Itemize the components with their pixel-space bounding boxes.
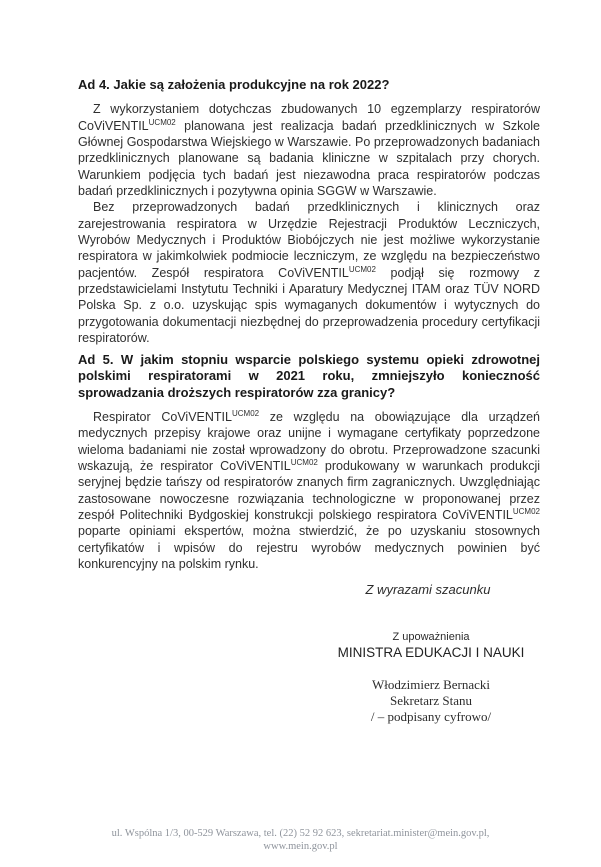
superscript-model-code: UCM02 — [512, 506, 540, 516]
signatory-title: Sekretarz Stanu — [390, 693, 472, 708]
letterhead-footer — [0, 827, 601, 853]
signature-authority: MINISTRA EDUKACJI I NAUKI — [337, 645, 525, 660]
footer-website-line: www.mein.gov.pl — [263, 841, 338, 852]
section-ad5-paragraphs — [78, 409, 540, 572]
signatory-details — [300, 677, 562, 725]
section-ad5 — [78, 352, 540, 572]
signature-block — [300, 630, 562, 725]
section-ad4-heading: Ad 4. Jakie są założenia produkcyjne na rok 2022? — [78, 77, 390, 92]
signature-authorization: Z upoważnienia — [392, 631, 470, 643]
superscript-model-code: UCM02 — [148, 117, 176, 127]
paragraph: Bez przeprowadzonych badań przedklinicznych i klinicznych oraz zarejestrowania respiratora w Urzędzie Rejestracji Produktów Leczniczych, Wyrobów Medycznych i Produktów Biobójczych nie jest możliwe wykorzystanie respiratora w jakimkolwiek podmiocie leczniczym, ze względu na bezpieczeństwo pacjentów. Zespół respiratora CoViVENTIL$^{UCM02}$ podjął się rozmowy z przedstawicielami Instytutu Techniki i Aparatury Medycznej ITAM oraz TÜV NORD Polska Sp. z o.o. uzyskując spis wymaganych dokumentów i wytycznych do przygotowania dokumentacji niezbędnej do przeprowadzenia procedury certyfikacji respiratorów. — [78, 200, 540, 345]
superscript-model-code: UCM02 — [290, 457, 318, 467]
superscript-model-code: UCM02 — [231, 408, 260, 418]
signatory-name: Włodzimierz Bernacki — [371, 677, 491, 692]
superscript-model-code: UCM02 — [348, 264, 376, 274]
section-ad5-heading: Ad 5. W jakim stopniu wsparcie polskiego systemu opieki zdrowotnej polskimi respiratorami w 2021 roku, zmniejszyło konieczność sprowadzania droższych respiratorów zza granicy? — [78, 352, 540, 400]
footer-address-line: ul. Wspólna 1/3, 00-529 Warszawa, tel. (22) 52 92 623, sekretariat.minister@mein.gov.pl, — [111, 828, 490, 839]
section-ad4 — [78, 77, 540, 346]
digital-signature-note: / – podpisany cyfrowo/ — [370, 709, 492, 724]
closing-salutation: Z wyrazami szacunku — [365, 582, 491, 597]
paragraph: Z wykorzystaniem dotychczas zbudowanych 10 egzemplarzy respiratorów CoViVENTIL$^{UCM02}$ planowana jest realizacja badań przedklinicznych w Szkole Głównej Gospodarstwa Wiejskiego w Warszawie. Po przeprowadzonych badaniach przedklinicznych planowane są badania kliniczne w szpitalach przy chorych. Warunkiem podjęcia tych badań jest niezawodna praca respiratorów podczas badań przedklinicznych i pozytywna opinia SGGW w Warszawie. — [78, 102, 540, 198]
paragraph: Respirator CoViVENTIL$^{UCM02}$ ze względu na obowiązujące dla urządzeń medycznych przepisy krajowe oraz unijne i wymagane certyfikaty poprzedzone wieloma badaniami nie został wprowadzony do obrotu. Przeprowadzone szacunki wskazują, że respirator CoViVENTIL$^{UCM02}$ produkowany w warunkach produkcji seryjnej będzie tańszy od respiratorów znanych firm zagranicznych. Uwzględniając zastosowane nowoczesne rozwiązania technologiczne w proponowanej przez zespół Politechniki Bydgoskiej konstrukcji polskiego respiratora CoViVENTIL$^{UCM02}$ poparte opiniami ekspertów, można stwierdzić, że po uzyskaniu stosownych certyfikatów i wpisów do rejestru wyrobów medycznych powinien być konkurencyjny na polskim rynku. — [78, 408, 541, 571]
section-ad4-paragraphs — [78, 101, 540, 346]
